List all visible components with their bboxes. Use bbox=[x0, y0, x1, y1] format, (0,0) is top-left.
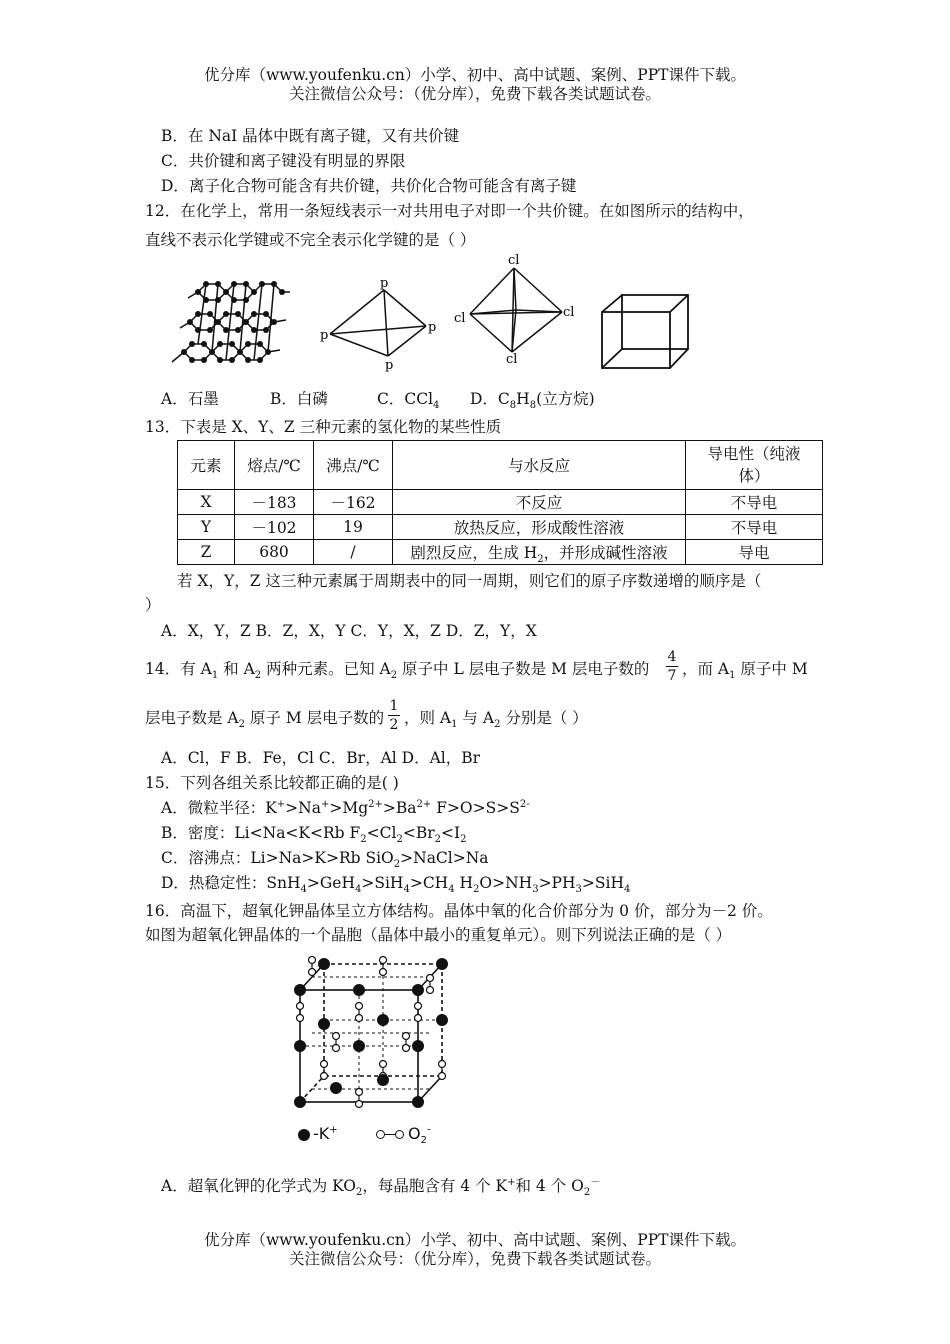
phosphorus-label-bottom: p bbox=[385, 358, 394, 372]
table-cell: 剧烈反应，生成 $H_2$，并形成碱性溶液 bbox=[393, 540, 686, 565]
graphite-structure-figure bbox=[168, 270, 294, 372]
phosphorus-label-left: p bbox=[320, 328, 329, 343]
q14-stem-line2-left: 层电子数是 $A_2$ 原子 M 层电子数的 bbox=[145, 709, 385, 731]
table-cell: / bbox=[314, 540, 393, 565]
table-row bbox=[178, 515, 823, 540]
phosphorus-label-top: p bbox=[380, 276, 389, 291]
header-conductivity: 导电性（纯液 体） bbox=[686, 441, 823, 490]
q13-options: A．X，Y，Z B．Z，X，Y C．Y，X，Z D．Z，Y，X bbox=[161, 622, 537, 640]
q13-question-line1: 若 X，Y，Z 这三种元素属于周期表中的同一周期，则它们的原子序数递增的顺序是（ bbox=[177, 572, 762, 590]
header-boiling-point: 沸点/℃ bbox=[314, 441, 393, 490]
cubane-structure-figure bbox=[598, 290, 694, 372]
q11-option-c: C．共价键和离子键没有明显的界限 bbox=[161, 152, 406, 170]
table-cell: 不导电 bbox=[686, 490, 823, 515]
ccl4-structure-figure bbox=[452, 252, 580, 364]
page-footer-line2: 关注微信公众号：（优分库），免费下载各类试题试卷。 bbox=[288, 1250, 661, 1268]
ko2-unit-cell-figure bbox=[290, 952, 462, 1112]
q15-stem: 15．下列各组关系比较都正确的是( ) bbox=[145, 774, 399, 792]
fraction-four-sevenths: 4 7 bbox=[667, 649, 677, 684]
o2-ion-marker-icon bbox=[376, 1130, 385, 1139]
o2-ion-marker-icon-2 bbox=[395, 1130, 404, 1139]
table-cell: －102 bbox=[235, 515, 314, 540]
table-cell: －162 bbox=[314, 490, 393, 515]
q12-stem-line1: 12．在化学上，常用一条短线表示一对共用电子对即一个共价键。在如图所示的结构中， bbox=[145, 202, 754, 220]
fraction-one-half: 1 2 bbox=[389, 698, 399, 733]
q13-stem: 13．下表是 X、Y、Z 三种元素的氢化物的某些性质 bbox=[145, 418, 502, 436]
legend-k-label: -K+ bbox=[313, 1124, 338, 1143]
table-cell: Y bbox=[178, 515, 235, 540]
q16-option-a: A．超氧化钾的化学式为 $KO_2$，每晶胞含有 4 个 K+和 4 个 $O_2^-$ bbox=[161, 1176, 601, 1199]
q12-option-b: B．白磷 bbox=[270, 390, 328, 408]
q15-option-b: B．密度：Li<Na<K<Rb $F_2<Cl_2<Br_2<I_2$ bbox=[161, 824, 467, 846]
q12-option-a: A．石墨 bbox=[161, 390, 219, 408]
hydride-properties-table bbox=[177, 440, 823, 565]
header-element: 元素 bbox=[178, 441, 235, 490]
table-header-row bbox=[178, 441, 823, 490]
cl-label-top: cl bbox=[508, 253, 520, 268]
q14-stem-line1-left: 14．有 $A_1$ 和 $A_2$ 两种元素。已知 $A_2$ 原子中 L 层电子数是 M 层电子数的 bbox=[145, 660, 650, 682]
q16-stem-line1: 16．高温下，超氧化钾晶体呈立方体结构。晶体中氧的化合价部分为 0 价，部分为－2 价。 bbox=[145, 902, 773, 920]
table-cell: －183 bbox=[235, 490, 314, 515]
q16-stem-line2: 如图为超氧化钾晶体的一个晶胞（晶体中最小的重复单元）。则下列说法正确的是（ ） bbox=[145, 926, 732, 944]
table-row bbox=[178, 490, 823, 515]
cl-label-bottom: cl bbox=[506, 352, 518, 364]
q14-options: A．Cl，F B．Fe，Cl C．Br，Al D．Al，Br bbox=[161, 749, 481, 767]
unit-cell-legend bbox=[296, 1124, 496, 1146]
table-cell: 680 bbox=[235, 540, 314, 565]
page-header-line1: 优分库（www.youfenku.cn）小学、初中、高中试题、案例、PPT课件下载。 bbox=[203, 66, 747, 84]
q13-question-line2: ） bbox=[145, 596, 161, 614]
cl-label-left: cl bbox=[454, 311, 466, 326]
q14-stem-line1-right: ，而 $A_1$ 原子中 M bbox=[682, 660, 808, 682]
table-cell: X bbox=[178, 490, 235, 515]
table-cell: 19 bbox=[314, 515, 393, 540]
q15-option-d: D．热稳定性：$SnH_4>GeH_4>SiH_4>CH_4$ $H_2O>NH_3>PH_3>SiH_4$ bbox=[161, 874, 631, 896]
header-melting-point: 熔点/℃ bbox=[235, 441, 314, 490]
table-cell: 不导电 bbox=[686, 515, 823, 540]
legend-o2-label: $O_2^-$ bbox=[408, 1124, 431, 1147]
header-water-reaction: 与水反应 bbox=[393, 441, 686, 490]
q15-option-c: C．溶沸点：Li>Na>K>Rb SiO$_2$>NaCl>Na bbox=[161, 849, 489, 871]
table-row bbox=[178, 540, 823, 565]
q14-stem-line2-right: ，则 $A_1$ 与 $A_2$ 分别是（ ） bbox=[404, 709, 588, 731]
o2-bond-line bbox=[385, 1134, 395, 1135]
q12-option-d: D．$C_8H_8$(立方烷) bbox=[470, 390, 595, 412]
phosphorus-label-right: p bbox=[428, 320, 437, 335]
white-phosphorus-figure bbox=[318, 276, 438, 372]
page-header-line2: 关注微信公众号：（优分库），免费下载各类试题试卷。 bbox=[288, 85, 661, 103]
table-cell: 导电 bbox=[686, 540, 823, 565]
q11-option-d: D．离子化合物可能含有共价键，共价化合物可能含有离子键 bbox=[161, 177, 577, 195]
q11-option-b: B．在 NaI 晶体中既有离子键，又有共价键 bbox=[161, 127, 460, 145]
q15-option-a: A．微粒半径：$K^+>Na^+>Mg^{2+}>Ba^{2+}$ $F>O>S>S^{2-}$ bbox=[161, 798, 530, 817]
page-footer-line1: 优分库（www.youfenku.cn）小学、初中、高中试题、案例、PPT课件下载。 bbox=[203, 1231, 747, 1249]
table-cell: 不反应 bbox=[393, 490, 686, 515]
table-cell: Z bbox=[178, 540, 235, 565]
k-ion-marker-icon bbox=[298, 1129, 310, 1141]
q12-option-c: C．CCl$_4$ bbox=[377, 390, 440, 412]
table-cell: 放热反应，形成酸性溶液 bbox=[393, 515, 686, 540]
cl-label-right: cl bbox=[563, 305, 575, 320]
q12-stem-line2: 直线不表示化学键或不完全表示化学键的是（ ） bbox=[145, 231, 476, 249]
